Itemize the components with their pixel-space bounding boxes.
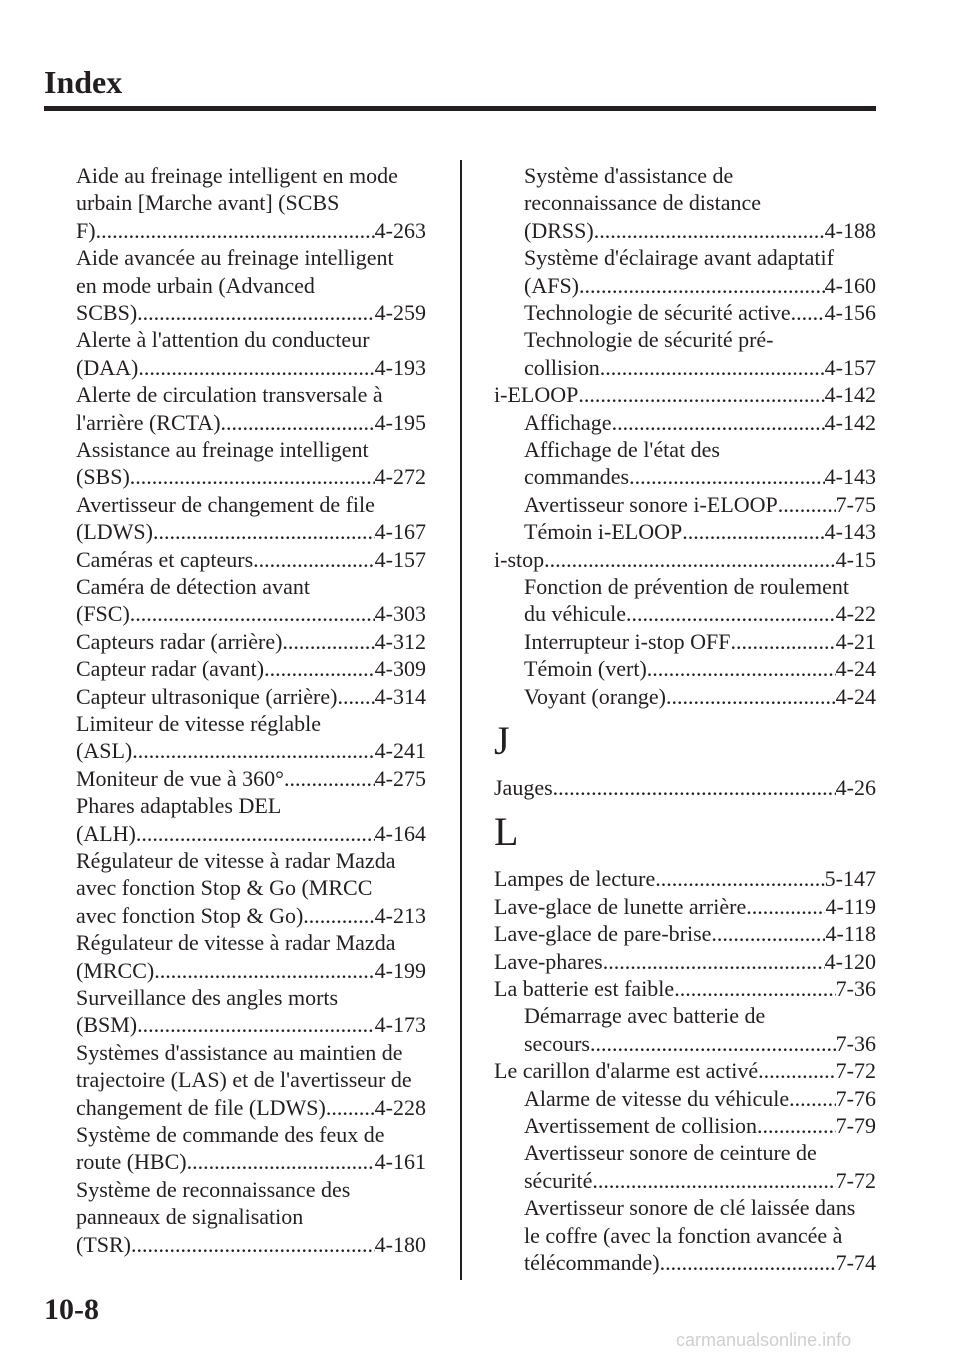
page-reference: 4-188	[824, 217, 876, 243]
index-entry	[494, 1057, 876, 1084]
dot-leader	[731, 628, 836, 655]
dot-leader	[187, 1148, 375, 1175]
watermark: carmanualsonline.info	[676, 1330, 852, 1350]
index-entry	[76, 765, 426, 792]
index-entry: Fonction de prévention de roulement	[524, 574, 850, 599]
index-entry	[76, 217, 426, 244]
page-reference: 4-314	[374, 683, 426, 709]
index-entry: Système d'éclairage avant adaptatif	[524, 245, 834, 271]
index-entry	[76, 737, 426, 764]
dot-leader	[282, 628, 374, 655]
entry-text: Lave-phares	[494, 948, 603, 974]
index-entry	[494, 865, 876, 892]
page-reference: 4-272	[374, 464, 426, 490]
entry-text: avec fonction Stop & Go)	[76, 902, 304, 928]
index-entry	[524, 1030, 876, 1057]
index-entry	[76, 902, 426, 929]
entry-text: route (HBC)	[76, 1149, 187, 1175]
index-entry	[524, 655, 876, 682]
index-entry: urbain [Marche avant] (SCBS	[76, 190, 340, 216]
entry-text: (SBS)	[76, 464, 130, 490]
index-entry	[494, 774, 876, 801]
index-entry	[494, 546, 876, 573]
entry-text: secours	[524, 1030, 590, 1056]
dot-leader	[682, 518, 824, 545]
entry-text: collision	[524, 354, 600, 380]
index-entry	[524, 1085, 876, 1112]
dot-leader	[578, 381, 824, 408]
page-reference: 7-74	[835, 1250, 876, 1275]
page-reference: 4-303	[374, 601, 426, 627]
dot-leader	[757, 1112, 836, 1139]
entry-text: Le carillon d'alarme est activé	[494, 1058, 759, 1084]
column-divider	[460, 160, 462, 1280]
dot-leader	[130, 600, 375, 627]
page-reference: 5-147	[824, 866, 876, 892]
dot-leader	[746, 893, 825, 920]
entry-text: du véhicule	[524, 601, 627, 627]
dot-leader	[603, 948, 825, 975]
dot-leader	[590, 1030, 836, 1057]
dot-leader	[138, 354, 374, 381]
index-entry: reconnaissance de distance	[524, 190, 761, 216]
entry-text: F)	[76, 217, 96, 243]
dot-leader	[326, 1094, 375, 1121]
index-entry: Surveillance des angles morts	[76, 985, 339, 1010]
index-entry	[76, 820, 426, 847]
page-reference: 4-26	[835, 775, 876, 800]
page-reference: 4-120	[824, 948, 876, 974]
dot-leader	[221, 409, 375, 436]
index-entry	[494, 920, 876, 947]
entry-text: (AFS)	[524, 272, 580, 298]
entry-text: Technologie de sécurité active	[524, 300, 791, 325]
entry-text: Lave-glace de lunette arrière	[494, 893, 747, 919]
entry-text: Avertisseur sonore i-ELOOP	[524, 491, 778, 517]
index-entry	[76, 957, 426, 984]
page-reference: 4-119	[825, 893, 876, 919]
index-entry	[494, 975, 876, 1002]
index-entry	[524, 299, 876, 326]
page-reference: 4-241	[374, 738, 426, 764]
page-reference: 4-195	[374, 409, 426, 435]
index-entry: trajectoire (LAS) et de l'avertisseur de	[76, 1067, 412, 1093]
entry-text: (ASL)	[76, 738, 133, 764]
page-reference: 4-213	[374, 902, 426, 928]
entry-text: Interrupteur i-stop OFF	[524, 628, 731, 654]
entry-text: Capteur ultrasonique (arrière)	[76, 683, 338, 709]
index-letter-heading: J	[494, 718, 510, 763]
page-reference: 4-309	[374, 656, 426, 682]
entry-text: Capteurs radar (arrière)	[76, 628, 283, 654]
page-reference: 7-36	[835, 976, 876, 1001]
entry-text: Voyant (orange)	[524, 683, 666, 709]
page-reference: 4-22	[835, 601, 876, 627]
page-reference: 4-143	[824, 464, 876, 490]
dot-leader	[131, 1231, 375, 1258]
index-entry: Système d'assistance de	[524, 163, 734, 188]
entry-text: (LDWS)	[76, 519, 153, 545]
index-entry	[494, 893, 876, 920]
entry-text: La batterie est faible	[494, 976, 675, 1001]
page-reference: 4-275	[374, 765, 426, 791]
page-reference: 4-156	[824, 300, 876, 325]
page-reference: 7-79	[835, 1113, 876, 1138]
index-entry	[524, 600, 876, 627]
entry-text: Alarme de vitesse du véhicule	[524, 1085, 790, 1111]
page-reference: 4-199	[374, 957, 426, 983]
dot-leader	[154, 957, 374, 984]
entry-text: l'arrière (RCTA)	[76, 409, 221, 435]
dot-leader	[553, 774, 836, 801]
index-entry: Technologie de sécurité pré-	[524, 327, 774, 353]
page-reference: 4-157	[824, 354, 876, 380]
index-entry	[524, 1112, 876, 1139]
entry-text: Témoin (vert)	[524, 656, 647, 682]
dot-leader	[132, 737, 374, 764]
page-reference: 4-259	[374, 300, 426, 325]
index-entry: Système de reconnaissance des	[76, 1176, 351, 1202]
dot-leader	[674, 975, 835, 1002]
page-reference: 4-157	[374, 546, 426, 572]
index-entry	[524, 354, 876, 381]
page-reference: 7-72	[835, 1167, 876, 1193]
index-entry	[76, 546, 426, 573]
index-entry: Avertisseur sonore de clé laissée dans	[524, 1195, 856, 1221]
index-entry: Phares adaptables DEL	[76, 793, 282, 819]
page-reference: 7-36	[835, 1030, 876, 1056]
dot-leader	[137, 299, 375, 326]
page-number: 10-8	[44, 1293, 99, 1326]
dot-leader	[153, 518, 375, 545]
index-entry: Avertisseur sonore de ceinture de	[524, 1140, 817, 1166]
dot-leader	[612, 409, 825, 436]
index-entry	[524, 463, 876, 490]
dot-leader	[337, 683, 374, 710]
index-entry	[76, 518, 426, 545]
index-entry	[524, 1249, 876, 1276]
dot-leader	[789, 1085, 836, 1112]
page-reference: 4-143	[824, 519, 876, 545]
page-reference: 4-21	[835, 628, 876, 654]
index-entry	[494, 948, 876, 975]
index-entry	[524, 518, 876, 545]
entry-text: Affichage	[524, 409, 612, 435]
index-entry	[76, 1011, 426, 1038]
index-entry	[524, 409, 876, 436]
page-reference: 7-75	[835, 491, 876, 517]
index-entry: Régulateur de vitesse à radar Mazda	[76, 848, 396, 873]
entry-text: (DRSS)	[524, 217, 594, 243]
entry-text: (DAA)	[76, 354, 139, 380]
index-entry: Alerte de circulation transversale à	[76, 382, 383, 408]
entry-text: (ALH)	[76, 820, 136, 846]
index-entry	[524, 217, 876, 244]
entry-text: Avertissement de collision	[524, 1113, 757, 1138]
page-reference: 4-118	[825, 921, 876, 947]
index-entry	[524, 683, 876, 710]
page-reference: 4-161	[374, 1149, 426, 1175]
page-reference: 4-312	[374, 628, 426, 654]
index-entry	[76, 600, 426, 627]
dot-leader	[130, 463, 375, 490]
dot-leader	[655, 865, 824, 892]
index-entry: Systèmes d'assistance au maintien de	[76, 1039, 403, 1065]
index-entry	[76, 463, 426, 490]
entry-text: commandes	[524, 464, 630, 490]
index-entry	[76, 628, 426, 655]
entry-text: (TSR)	[76, 1231, 131, 1257]
index-entry	[76, 299, 426, 326]
dot-leader	[96, 217, 375, 244]
page-reference: 4-160	[824, 272, 876, 298]
entry-text: Témoin i-ELOOP	[524, 519, 683, 545]
page-reference: 4-173	[374, 1012, 426, 1038]
index-entry	[494, 381, 876, 408]
index-entry	[76, 1094, 426, 1121]
dot-leader	[600, 354, 825, 381]
entry-text: i-ELOOP	[494, 382, 579, 408]
dot-leader	[626, 600, 836, 627]
dot-leader	[136, 820, 375, 847]
index-entry: Caméra de détection avant	[76, 574, 310, 599]
entry-text: Lampes de lecture	[494, 866, 656, 892]
index-entry	[76, 683, 426, 710]
index-entry: Aide avancée au freinage intelligent	[76, 245, 394, 271]
dot-leader	[778, 491, 836, 518]
dot-leader	[660, 1249, 836, 1276]
entry-text: Lave-glace de pare-brise	[494, 921, 712, 947]
entry-text: (FSC)	[76, 601, 130, 627]
index-entry	[76, 655, 426, 682]
entry-text: Caméras et capteurs	[76, 546, 254, 572]
index-entry: panneaux de signalisation	[76, 1204, 304, 1230]
section-title: Index	[44, 64, 123, 100]
dot-leader	[758, 1057, 836, 1084]
page-reference: 4-228	[374, 1094, 426, 1120]
index-entry: Démarrage avec batterie de	[524, 1003, 766, 1029]
entry-text: Moniteur de vue à 360°	[76, 765, 284, 791]
entry-text: (BSM)	[76, 1012, 138, 1038]
dot-leader	[629, 463, 825, 490]
entry-text: Capteur radar (avant)	[76, 656, 265, 682]
index-entry: avec fonction Stop & Go (MRCC	[76, 875, 373, 901]
dot-leader	[791, 299, 825, 326]
page-reference: 4-142	[824, 409, 876, 435]
index-entry: Alerte à l'attention du conducteur	[76, 327, 370, 353]
page-reference: 7-72	[835, 1058, 876, 1084]
entry-text: changement de file (LDWS)	[76, 1094, 326, 1120]
page-reference: 4-24	[835, 683, 876, 709]
entry-text: i-stop	[494, 546, 545, 572]
dot-leader	[137, 1011, 375, 1038]
index-entry: le coffre (avec la fonction avancée à	[524, 1222, 843, 1248]
entry-text: Jauges	[494, 775, 553, 800]
page-reference: 7-76	[835, 1085, 876, 1111]
index-entry	[524, 491, 876, 518]
page-reference: 4-142	[824, 382, 876, 408]
index-entry: Aide au freinage intelligent en mode	[76, 163, 398, 188]
dot-leader	[594, 217, 825, 244]
dot-leader	[647, 655, 836, 682]
entry-text: (MRCC)	[76, 957, 155, 983]
index-entry	[524, 628, 876, 655]
dot-leader	[264, 655, 375, 682]
page-reference: 4-180	[374, 1231, 426, 1257]
page-reference: 4-24	[835, 656, 876, 682]
header-rule	[44, 106, 876, 111]
page-reference: 4-164	[374, 820, 426, 846]
dot-leader	[666, 683, 836, 710]
index-entry	[524, 1167, 876, 1194]
index-entry: en mode urbain (Advanced	[76, 272, 315, 298]
dot-leader	[303, 902, 374, 929]
page-reference: 4-193	[374, 354, 426, 380]
page-reference: 4-15	[835, 546, 876, 572]
index-entry	[76, 1231, 426, 1258]
entry-text: télécommande)	[524, 1250, 660, 1275]
index-entry: Système de commande des feux de	[76, 1122, 385, 1147]
index-entry	[76, 409, 426, 436]
index-entry: Assistance au freinage intelligent	[76, 437, 369, 462]
entry-text: sécurité	[524, 1167, 593, 1193]
page-reference: 4-167	[374, 519, 426, 545]
dot-leader	[579, 272, 825, 299]
index-entry: Limiteur de vitesse réglable	[76, 711, 321, 736]
index-letter-heading: L	[494, 809, 519, 855]
index-entry: Affichage de l'état des	[524, 437, 720, 462]
index-entry: Avertisseur de changement de file	[76, 491, 375, 517]
dot-leader	[711, 920, 825, 947]
dot-leader	[284, 765, 375, 792]
entry-text: SCBS)	[76, 300, 138, 325]
dot-leader	[592, 1167, 835, 1194]
index-entry	[76, 354, 426, 381]
page-reference: 4-263	[374, 217, 426, 243]
dot-leader	[544, 546, 836, 573]
dot-leader	[253, 546, 375, 573]
index-entry	[76, 1148, 426, 1175]
index-entry: Régulateur de vitesse à radar Mazda	[76, 930, 396, 956]
index-entry	[524, 272, 876, 299]
